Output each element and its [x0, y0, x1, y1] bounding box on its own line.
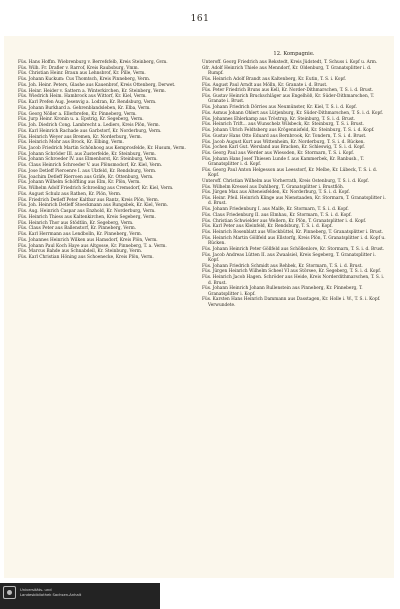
casualty-entry: Füs. Christian Heinr. Braun aus Lehnsbrof, Kr. Pille, Verm. [18, 71, 146, 77]
casualty-entry: Füs. Jacob Friedrich Martin Schönhoog aus Kemprosfelde, Kr. Husum, Verm. [18, 146, 186, 152]
casualty-entry: Füs. Jürgen Heinrich Wilhelm Scheel VI aus Störsee, Kr. Segeberg, T. S. i. d. Kopf. [202, 269, 382, 275]
casualty-entry: Füs. Heinrich Mohr aus Brock, Kr. Elbing, Verm. [18, 140, 124, 146]
casualty-entry: Füs. Wilhelm Adolf Friedrich Schroeling aus Cremsdorf, Kr. Kiel, Verm. [18, 186, 174, 192]
casualty-entry: Füs. Georg Nöller a. Ellerbrefen, Kr. Pinneberg, Verm. [18, 111, 137, 117]
casualty-entry: Füs. Heinrich Thiess aus Kaltenkirchen, Kreis Segeberg, Verm. [18, 214, 156, 220]
casualty-entry: Füs. Claus Friedenburg II. aus Elmhau, Kr. Stormarn, T. S. i. d. Kopf. [202, 212, 352, 218]
casualty-entry: Füs. Johann Hans Josef Thiesen Lunde f. aus Kammerbek, Kr. Ranbusb., T. Granatsplitter i. d. Kopf. [202, 156, 364, 168]
casualty-entry: Füs. Johannes Heinrich Wilken aus Hamsdorf, Kreis Plön, Verm. [18, 237, 158, 243]
page-number: 161 [190, 14, 210, 24]
casualty-entry: Füs. Johann Burkhard a. Gehrenblandsleben, Kr. Elba, Verm. [18, 105, 151, 111]
casualty-entry: Gfr. Adolf Heinrich Thiele aus Menndorf, Kr. Oldenburg, T. Granatsplitter i. d. Rumpf. [202, 65, 372, 77]
casualty-entry: Füs. Karl Peter aus Kleinfeld, Kr. Rendsburg, T. S. i. d. Kopf. [202, 224, 333, 230]
casualty-entry: Füs. Joachim Detleff Rierroen aus Gräfe, Kr. Ottenburg, Verm. [18, 174, 154, 180]
casualty-entry: Füs. Wilh. Fr. Drafler v. Rarrof, Kreis Raubsburg, Vmm. [18, 65, 139, 71]
library-stamp-line-2: Landesbibliothek Sachsen-Anhalt [20, 592, 82, 597]
casualty-entry: Füs. Johann Heinrich Peter Göllfeld aus Schöllenlore, Kr. Stormarn, T. S. i. d. Brust. [202, 246, 385, 252]
casualty-entry: Füs. Joh. Heinr. Peters, Glashe aus Kauenbrof, Kreis Ottenberg, Derwet. [18, 82, 176, 88]
casualty-entry: Füs. Heinrich Thor aus Stödtlin, Kr. Segeberg, Verm. [18, 220, 134, 226]
casualty-entry: Füs. Johann Friedenburg I. aus Malfe, Kr. Stormarn, T. S. i. d. Kopf. [202, 207, 349, 213]
casualty-entry: Füs. Gustav Heinrich Bruckschläger aus Engelhöß, Kr. Süder-Dithmarschen, T. Granate i. Brust. [202, 94, 375, 105]
casualty-entry: Füs. Wilhelm Kressel aus Dahlberg, T. Granatsplitter i. Brustflöh. [202, 184, 345, 190]
casualty-entry: Füs. Jurp Heinr. Kronin u. a. Epstrig, Kr. Segeberg, Verm. [18, 117, 144, 123]
casualty-entry: Füs. August Paul Arndt aus Mölln, Kr. Granate i. d. Brust. [202, 82, 328, 88]
casualty-entry: Füs. Johann Heinrich Johann Rullenstein aus Pinneberg, Kr. Pinneberg, T. Granatsplitter i. Kopf. [202, 286, 363, 297]
casualty-entry: Füs. Asmus Johann Ohlert aus Lütjenburg, Kr. Süder-Dithmarschen, T. S. i. d. Kopf. [202, 110, 384, 116]
casualty-entry: Füs. Jacob August Kurt aus Wittenheim, Kr. Norderburg, T. S. i. d. Rücken. [202, 139, 365, 145]
casualty-entry: Füs. Karl Prefen Aug. Jesenvig a. Lodran, Kr. Rendsburg, Verm. [18, 100, 157, 106]
casualty-entry: Füs. Johann Schröder III. aus Zusterfelde, Kr. Steinburg, Verm. [18, 151, 156, 157]
library-stamp-text [20, 588, 158, 597]
casualty-entry: Füs. Claus Heinrich Schroeder V. aus Plönsmodorf, Kr. Kiel, Verm. [18, 163, 163, 169]
casualty-entry: Füs. August Schulz aus Rathen, Kr. Plön, Verm. [18, 191, 122, 197]
casualty-entry: Füs. Johann Friedrich Schmidt aus Rehbek, Kr. Stormarn, T. S. i. d. Brust. [202, 263, 363, 269]
casualty-entry: Füs. Heinrich Adolf Brandt aus Kaltenberg, Kr. Eutin, T. S. i. Kopf. [202, 76, 347, 82]
casualty-entry: Füs. Heinr. Heider v. Sattern a. Winterkirchen, Kr. Steinberg, Verm. [18, 88, 166, 94]
casualty-entry: Füs. Peter Friedrich Bruns aus Kell, Kr. Norder-Dithmarschen, T. S. i. d. Brust. [202, 88, 374, 94]
casualty-entry: Füs. Joh. Diedrich Cong. Lambrecht a. Lediers, Kreis Plön, Verm. [18, 123, 161, 129]
casualty-entry: Füs. Wiedrich Heim. Hambrock aus Wittorf, Kr. Kiel, Verm. [18, 94, 147, 100]
casualty-entry: Füs. Karl Herrmann aus Lendbolln, Kr. Pinneberg, Verm. [18, 232, 143, 238]
casualty-entry: Füs. Heinrich Jacob Hagen. Schröder aus Heide, Kreis Norderdithmarschen, T. S. i. d. Brust. [202, 275, 385, 286]
casualty-entry: Füs. Karsten Hans Heinrich Dammann aus Dasstagen, Kr. Holle i. W., T. S. i. Kopf. Verwundete. [202, 297, 381, 308]
library-stamp [0, 583, 160, 609]
casualty-entry: Füs. Friedrich Detleff Peter Kaltbar aus Rantz, Kreis Plön, Verm. [18, 197, 160, 203]
casualty-entry: Füs. Marcus Bahde aus Schnabdeil, Kr. Steinburg, Verm. [18, 249, 143, 255]
casualty-entry: Füs. Jose Detleff Pieroenre I. aus Ulzfeld, Kr. Rendsburg, Verm. [18, 168, 157, 174]
casualty-entry: Füs. Aug. Heinrich Caspar aus Enzhold, Kr. Norderburg, Verm. [18, 209, 156, 215]
casualty-entry: Füs. Heinrich Martin Göllfeld aus Ellstorfg, Kreis Plön, T. Granatsplitter i. d. Kopf u. Rücken. [202, 235, 386, 247]
casualty-list-left [18, 60, 202, 261]
casualty-entry: Füs. Johann Wilhelm Schöffling aus Elm, Kr. Plön, Verm. [18, 180, 141, 186]
casualty-entry: Füs. Georg Paul aus Werder aus Wiesoden, Kr. Stormarn, T. S. i. Kopf. [202, 150, 355, 156]
casualty-entry: Füs. Hans Hoffm. Wiebrenburg v. Berrefsfelb, Kreis Steinberg, Gvm. [18, 60, 168, 65]
casualty-entry: Füs. Johann Paul Koch Haye aus Altgosse, Kr. Pinneberg, T. a. Verm. [18, 243, 167, 249]
casualty-entry: Füs. Johann Kuckum: Cus Thomtsch, Kreis Pinneberg, Verm. [18, 77, 151, 83]
library-logo-icon [3, 586, 16, 599]
casualty-entry: Füs. Karl Christian Höning aus Schoenecke, Kreis Plön, Verm. [18, 254, 154, 260]
casualty-entry: Füs. Heinr. Pfeil. Heinrich Klinge aus Nienstaaden, Kr. Stormarn, T. Granatsplitter i. d. Brust. [202, 196, 386, 207]
library-stamp-line-1: Universitäts- und [20, 588, 52, 592]
casualty-entry: Füs. Claus Peter aus Ballenstorf, Kr. Pinneberg, Verm. [18, 226, 137, 232]
casualty-entry: Füs. Jochen Karl Gut. Wersland aus Bracken, Kr. Schleswig, T. S. i. d. Kopf. [202, 145, 366, 151]
casualty-entry: Füs. Heinrich Rosenblatt aus Wlockbüttel, Kr. Pinneberg, T. Granatsplitter i. Brust. [202, 230, 384, 236]
casualty-entry: Füs. Johann Ulrich Feldtsberg aus Krögennisfeld, Kr. Steinburg, T. S. i. d. Kopf. [202, 128, 375, 134]
casualty-entry: Füs. Karl Heinrich Rachade aus Garbstorf, Kr. Norderburg, Verm. [18, 128, 162, 134]
casualty-entry: Füs. Johann Schroeder IV. aus Elmenhorst, Kr. Steinburg, Verm. [18, 157, 158, 163]
casualty-entry: Füs. Christian Schwielder aus Wellern, Kr. Plön, T. Granatsplitter i. d. Kopf. [202, 218, 367, 224]
casualty-entry: Unteroff. Georg Friedrich aus Rekstedt, Kreis Jüdstedt, T. Schuss i. Kopf u. Arm. [202, 60, 378, 65]
casualty-entry: Füs. Joh. Heinrich Detleff Stoeckmann aus Rungsbek, Kr. Kiel, Verm. [18, 203, 169, 209]
casualty-list-right [202, 60, 386, 308]
casualty-entry: Füs. Georg Paul Anton Helgesson aus Leesstorf, Kr. Melbe, Kr. Lübeck, T. S. i. d. Kopf. [202, 167, 378, 179]
casualty-entry: Füs. Jacob Andreas Lütten II. aus Zwaalsiel, Kreis Segeberg, T. Granatsplitter i. Kopf. [202, 252, 376, 263]
casualty-entry: Füs. Jürgen Max aus Alteneisfelden, Kr. Norderburg, T. S. i. d. Kopf. [202, 190, 350, 196]
casualty-entry: Füs. Heinrich Weyer aus Bremen, Kr. Norderburg, Verm. [18, 134, 142, 140]
casualty-entry: Unteroff. Christian Wilhelm aus Vorherrath, Kreis Ostenburg, T. S. i. d. Kopf. [202, 178, 369, 184]
casualty-entry: Füs. Heinrich Trift... aus Wunschelz Wilsbeck, Kr. Steinburg, T. S. i. Brust. [202, 122, 364, 128]
company-heading: 12. Kompagnie. [273, 51, 315, 57]
casualty-entry: Füs. Johann Friedrich Dörries aus Neumünster, Kr. Kiel, T. S. i. d. Kopf. [202, 105, 357, 111]
casualty-entry: Füs. Johannes Ehlerkamp aus Tröstrup, Kr. Steinburg, T. S. i. d. Brust. [202, 116, 356, 122]
casualty-entry: Füs. Gustav Hans Otto Eduard aus Bernbrook, Kr. Tondern, T. S. i. d. Brust. [202, 133, 367, 139]
